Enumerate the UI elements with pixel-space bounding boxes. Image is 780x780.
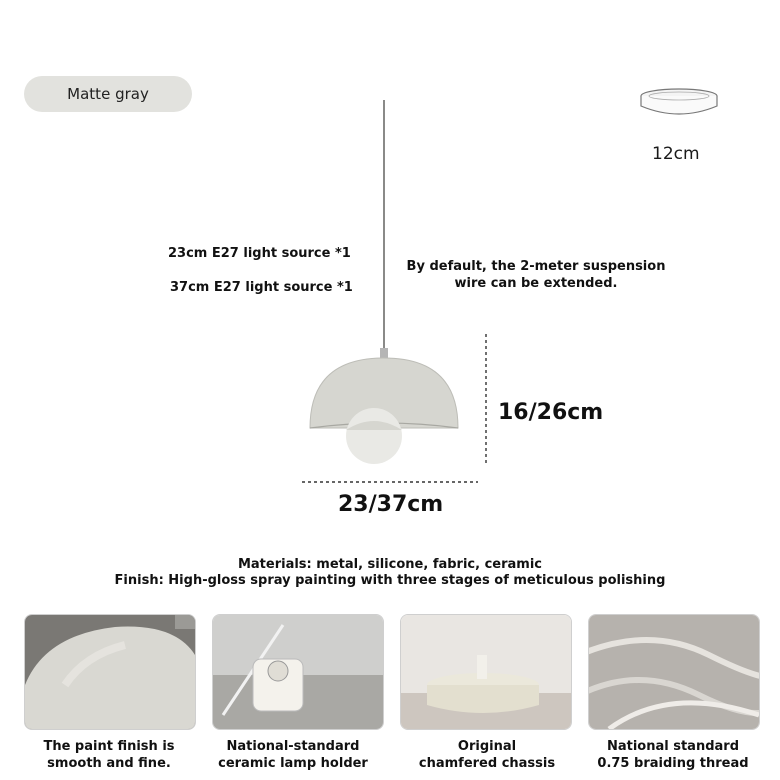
height-dimension-line — [480, 334, 492, 466]
caption-ceramic-holder-line-2: ceramic lamp holder — [218, 756, 368, 771]
suspension-note-line-2: wire can be extended. — [454, 276, 618, 291]
caption-paint-finish-line-1: The paint finish is — [43, 739, 175, 754]
finish-description: Finish: High-gloss spray painting with three stages of meticulous polishing — [114, 573, 666, 588]
pendant-lamp-illustration — [300, 96, 470, 466]
caption-ceramic-holder-line-1: National-standard — [226, 739, 360, 754]
light-source-23: 23cm E27 light source *1 — [168, 246, 351, 261]
caption-ceramic-holder — [198, 738, 388, 772]
finish-option-pill[interactable] — [24, 76, 192, 112]
caption-braided-wire — [578, 738, 768, 772]
caption-paint-finish — [14, 738, 204, 772]
braided-wire-photo — [588, 614, 760, 730]
suspension-note-line-1: By default, the 2-meter suspension — [406, 259, 666, 274]
paint-finish-photo — [24, 614, 196, 730]
ceiling-base-illustration — [636, 84, 722, 126]
ceramic-holder-photo — [212, 614, 384, 730]
width-dimension-line — [302, 478, 482, 486]
base-size-label: 12cm — [652, 144, 700, 164]
caption-chassis — [392, 738, 582, 772]
caption-braided-wire-line-1: National standard — [606, 739, 740, 754]
width-dimension-label: 23/37cm — [338, 492, 444, 517]
light-source-37: 37cm E27 light source *1 — [170, 280, 353, 295]
materials-text: Materials: metal, silicone, fabric, ceramic — [237, 557, 543, 572]
chassis-photo — [400, 614, 572, 730]
caption-paint-finish-line-2: smooth and fine. — [47, 756, 171, 771]
caption-braided-wire-line-2: 0.75 braiding thread — [597, 756, 749, 771]
finish-option-label: Matte gray — [67, 85, 149, 103]
caption-chassis-line-2: chamfered chassis — [418, 756, 556, 771]
caption-chassis-line-1: Original — [457, 739, 517, 754]
height-dimension-label: 16/26cm — [498, 400, 604, 425]
